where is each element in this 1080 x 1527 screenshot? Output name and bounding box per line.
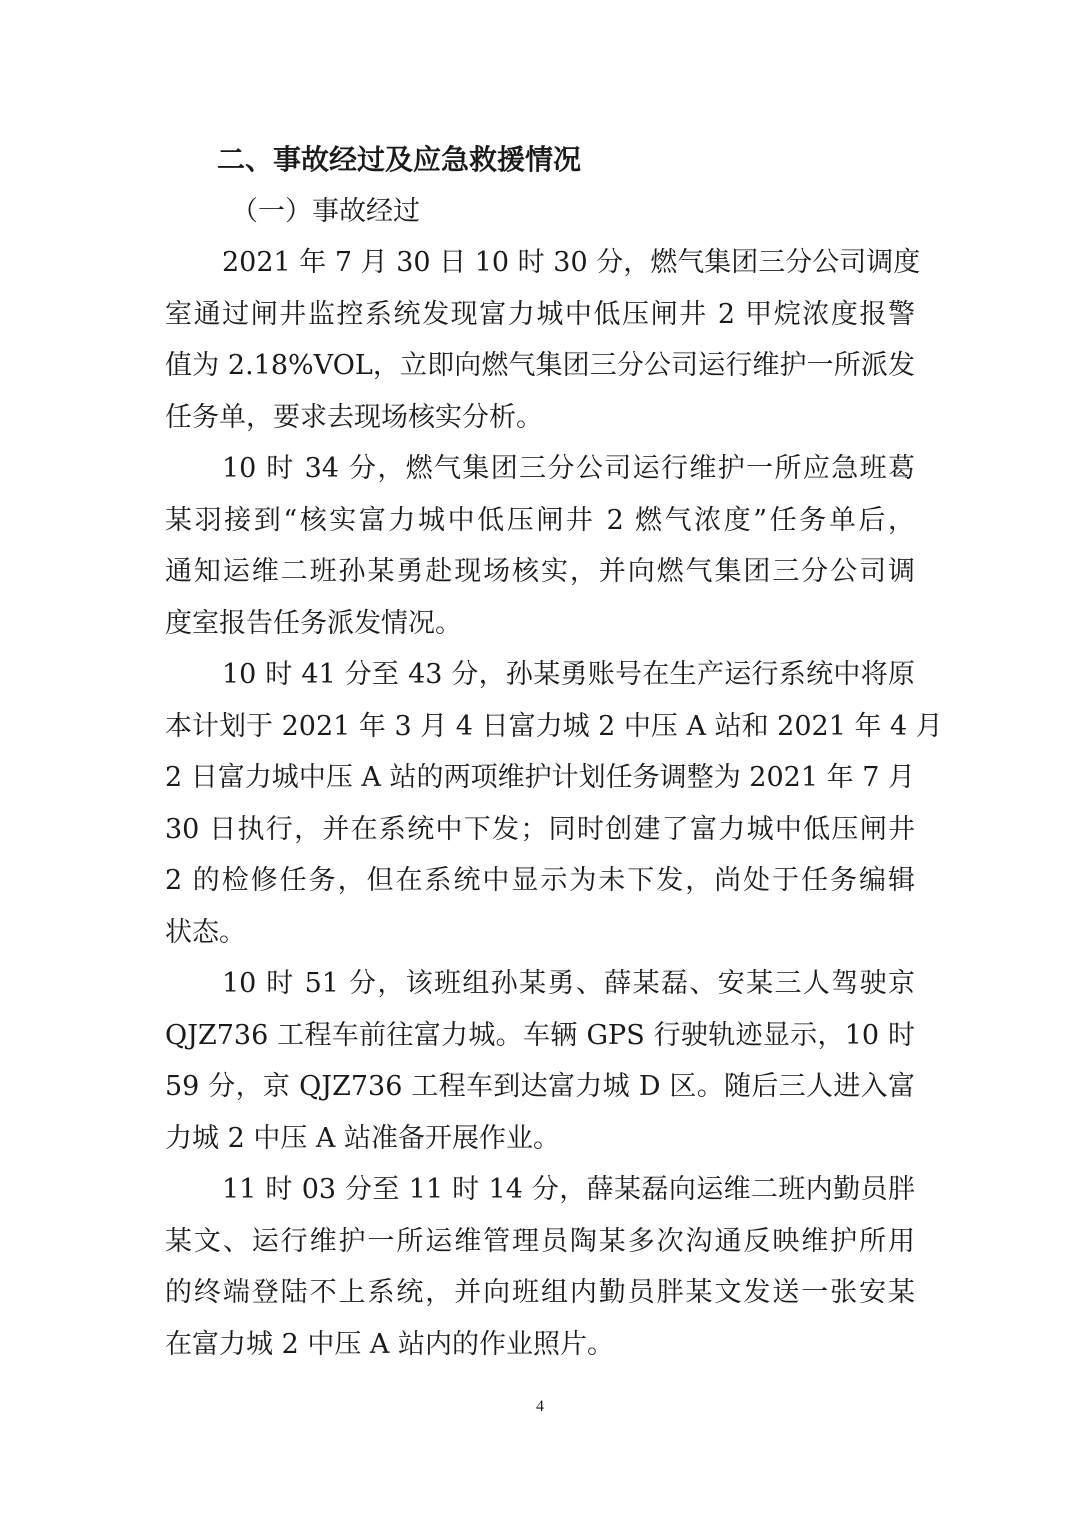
text-line: 10 时 34 分，燃气集团三分公司运行维护一所应急班葛 [222, 453, 915, 484]
text-line: 状态。 [165, 916, 246, 948]
text-line: 力城 2 中压 A 站准备开展作业。 [165, 1122, 561, 1154]
text-line: 度室报告任务派发情况。 [165, 607, 462, 639]
paragraph-4 [165, 958, 915, 1164]
text-line: 2021 年 7 月 30 日 10 时 30 分，燃气集团三分公司调度 [222, 247, 921, 278]
text-line: 2 的检修任务，但在系统中显示为未下发，尚处于任务编辑 [165, 865, 915, 896]
text-line: 室通过闸井监控系统发现富力城中低压闸井 2 甲烷浓度报警 [165, 298, 915, 330]
paragraph-5 [165, 1164, 915, 1370]
text-line: 本计划于 2021 年 3 月 4 日富力城 2 中压 A 站和 2021 年 4 月 [165, 710, 943, 742]
text-line: 某羽接到“核实富力城中低压闸井 2 燃气浓度”任务单后， [165, 504, 915, 536]
text-line: 10 时 41 分至 43 分，孙某勇账号在生产运行系统中将原 [222, 659, 915, 690]
paragraph-3 [165, 649, 943, 958]
subsection-heading: （一）事故经过 [231, 195, 420, 227]
text-line: 59 分，京 QJZ736 工程车到达富力城 D 区。随后三人进入富 [165, 1071, 915, 1102]
document-body [165, 134, 943, 1370]
text-line: 在富力城 2 中压 A 站内的作业照片。 [165, 1328, 615, 1360]
text-line: 30 日执行，并在系统中下发；同时创建了富力城中低压闸井 [165, 813, 915, 845]
text-line: 10 时 51 分，该班组孙某勇、薛某磊、安某三人驾驶京 [222, 968, 915, 999]
text-line: QJZ736 工程车前往富力城。车辆 GPS 行驶轨迹显示，10 时 [165, 1019, 915, 1051]
text-line: 的终端登陆不上系统，并向班组内勤员胖某文发送一张安某 [165, 1277, 915, 1308]
text-line: 任务单，要求去现场核实分析。 [165, 401, 543, 433]
page-number: 4 [536, 1398, 544, 1415]
text-line: 某文、运行维护一所运维管理员陶某多次沟通反映维护所用 [165, 1225, 915, 1257]
text-line: 2 日富力城中压 A 站的两项维护计划任务调整为 2021 年 7 月 [165, 762, 915, 793]
text-line: 11 时 03 分至 11 时 14 分，薛某磊向运维二班内勤员胖 [222, 1174, 915, 1205]
text-line: 通知运维二班孙某勇赴现场核实，并向燃气集团三分公司调 [165, 556, 915, 587]
paragraph-2 [165, 443, 915, 649]
text-line: 值为 2.18%VOL，立即向燃气集团三分公司运行维护一所派发 [165, 350, 915, 381]
paragraph-1 [165, 237, 921, 443]
section-heading: 二、事故经过及应急救援情况 [217, 143, 582, 176]
